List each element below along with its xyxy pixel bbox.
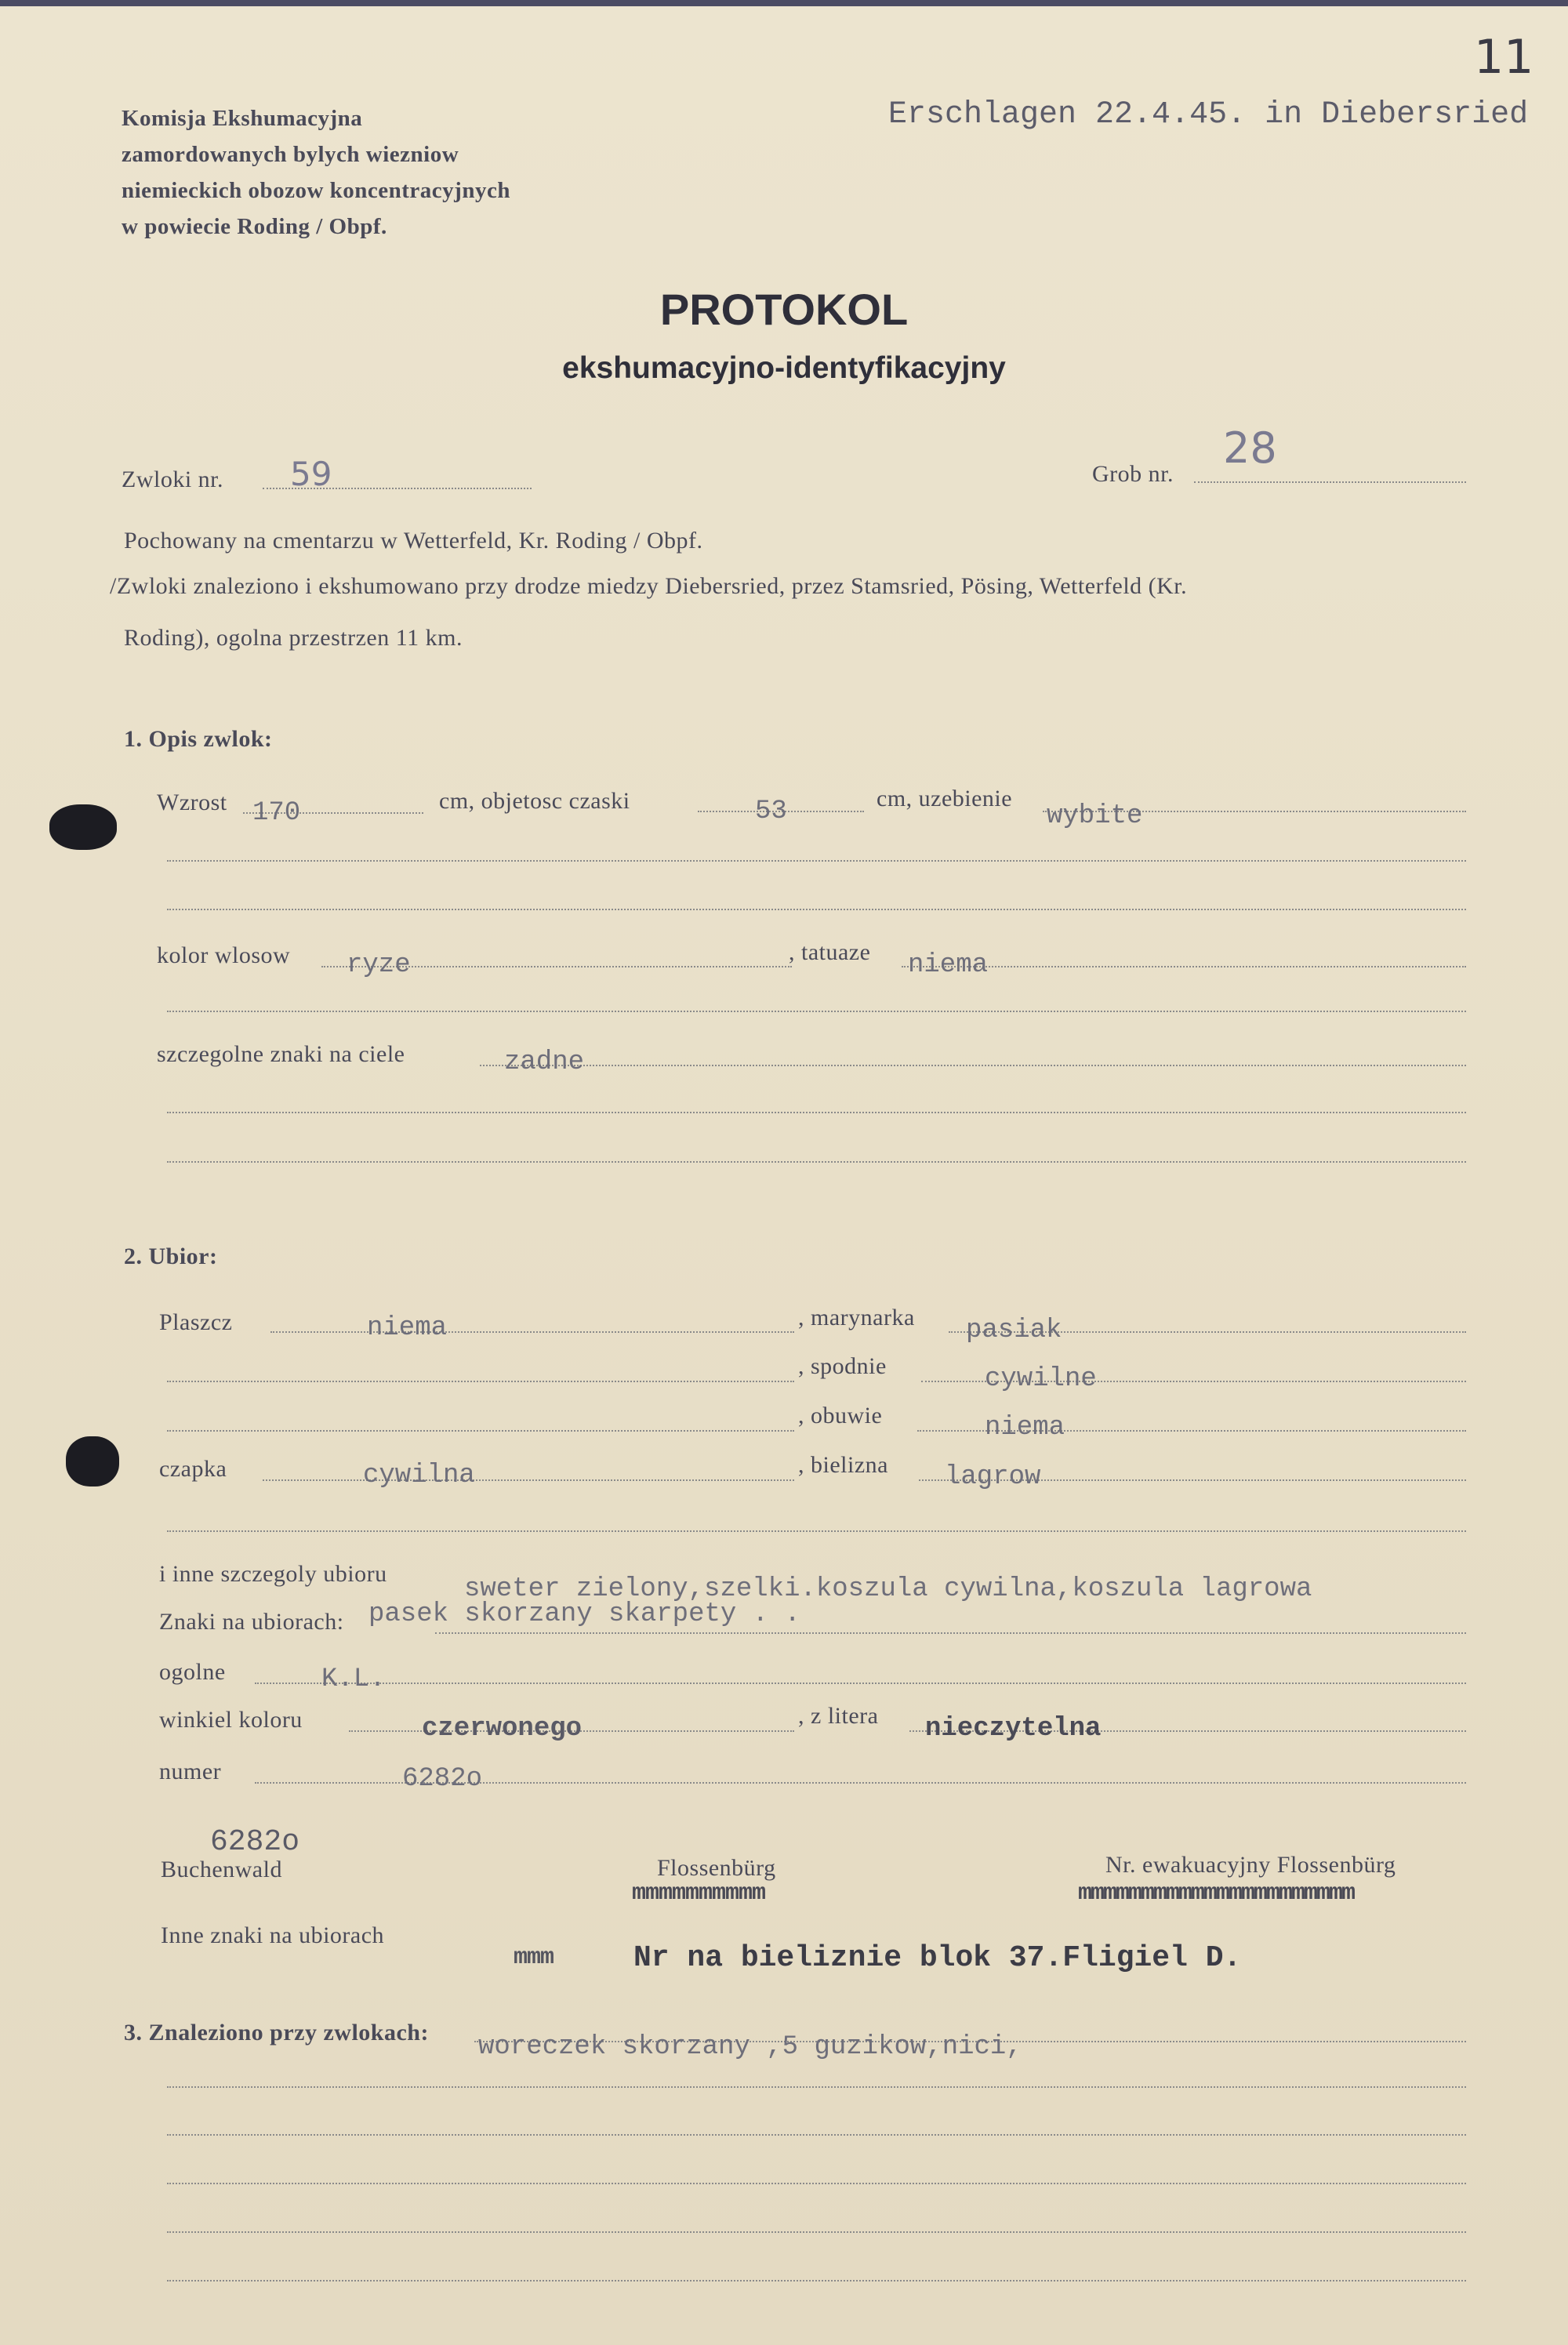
section-3-number: 3.: [124, 2020, 143, 2046]
description-line-5: [167, 1011, 1466, 1012]
hair-value: ryze: [347, 950, 411, 980]
corpse-number-label: Zwloki nr.: [122, 466, 223, 492]
cap-label: czapka: [159, 1456, 227, 1482]
skull-value: 53: [755, 797, 787, 826]
found-items-line-5: [167, 2231, 1466, 2233]
found-items-value: woreczek skorzany ,5 guzikow,nici,: [478, 2032, 1022, 2062]
document-title: PROTOKOL: [659, 285, 909, 334]
punch-hole-bottom: [66, 1436, 119, 1486]
marks-label: szczegolne znaki na ciele: [157, 1041, 405, 1067]
coat-label: Plaszcz: [159, 1309, 233, 1335]
underwear-value: lagrow: [945, 1462, 1041, 1492]
punch-hole-top: [49, 804, 117, 850]
commission-header: [122, 100, 510, 245]
height-value: 170: [252, 798, 301, 828]
section-2-heading: [124, 1243, 218, 1270]
letter-label: , z litera: [798, 1703, 879, 1729]
typed-header-note: Erschlagen 22.4.45. in Diebersried: [888, 97, 1529, 132]
description-line-2: [167, 860, 1466, 862]
letter-value: nieczytelna: [925, 1714, 1102, 1744]
description-line-7: [167, 1112, 1466, 1113]
tattoo-value: niema: [908, 950, 989, 980]
found-text-line-2: Roding), ogolna przestrzen 11 km.: [124, 625, 463, 651]
other-clothing-value-2: pasek skorzany skarpety . .: [368, 1599, 800, 1629]
section-1-number: 1.: [124, 726, 143, 752]
cap-line: [263, 1479, 794, 1481]
coat-value: niema: [367, 1313, 448, 1343]
document-subtitle: ekshumacyjno-identyfikacyjny: [562, 351, 1006, 385]
general-marks-line: [255, 1683, 1466, 1684]
other-marks-label: Inne znaki na ubiorach: [161, 1922, 385, 1948]
general-marks-label: ogolne: [159, 1659, 226, 1685]
section-2-title: Ubior:: [148, 1243, 218, 1269]
flossenburg-label: Flossenbürg: [657, 1855, 776, 1881]
shoes-label: , obuwie: [798, 1403, 883, 1428]
teeth-label: cm, uzebienie: [877, 786, 1013, 811]
found-items-line-4: [167, 2183, 1466, 2184]
section-3-title: Znaleziono przy zwlokach:: [148, 2020, 429, 2046]
description-line-8: [167, 1161, 1466, 1163]
other-clothing-label: i inne szczegoly ubioru: [159, 1561, 387, 1587]
evacuation-number-label: Nr. ewakuacyjny Flossenbürg: [1105, 1852, 1396, 1878]
burial-text: Pochowany na cmentarzu w Wetterfeld, Kr. Roding / Obpf.: [124, 528, 703, 554]
found-items-line-2: [167, 2086, 1466, 2088]
number-label: numer: [159, 1759, 222, 1784]
hair-label: kolor wlosow: [157, 942, 291, 968]
clothing-line-3: [167, 1430, 794, 1432]
section-1-title: Opis zwlok:: [148, 726, 273, 752]
other-marks-value: Nr na bieliznie blok 37.Fligiel D.: [633, 1941, 1242, 1975]
flossenburg-value: mmmmmmmmmm: [632, 1880, 766, 1907]
other-marks-prefix: mmm: [514, 1944, 554, 1971]
commission-line-2: zamordowanych bylych wiezniow: [122, 142, 459, 167]
skull-label: cm, objetosc czaski: [439, 788, 630, 814]
coat-line: [270, 1331, 794, 1333]
marks-line: [480, 1065, 1466, 1066]
grave-number-line: [1194, 481, 1466, 483]
found-items-line-6: [167, 2280, 1466, 2281]
shoes-value: niema: [985, 1413, 1065, 1443]
evacuation-number-value: mmmmmmmmmmmmmmmmmmmmmm: [1078, 1880, 1355, 1907]
buchenwald-number-value: 6282o: [210, 1825, 300, 1859]
tattoo-label: , tatuaze: [789, 939, 871, 965]
commission-line-4: w powiecie Roding / Obpf.: [122, 214, 387, 239]
corpse-number-value: 59: [290, 455, 332, 493]
scan-edge: [0, 0, 1568, 6]
general-marks-value: K.L.: [321, 1664, 386, 1694]
clothing-line-5: [167, 1530, 1466, 1532]
cap-value: cywilna: [363, 1461, 475, 1490]
clothing-marks-line: [435, 1632, 1466, 1634]
found-text-line-1: /Zwloki znaleziono i ekshumowano przy drodze miedzy Diebersried, przez Stamsried, Pösing, Wetterfeld (Kr.: [110, 573, 1188, 599]
number-value: 6282o: [402, 1764, 483, 1794]
buchenwald-label: Buchenwald: [161, 1857, 282, 1882]
commission-line-3: niemieckich obozow koncentracyjnych: [122, 178, 510, 203]
clothing-marks-label: Znaki na ubiorach:: [159, 1609, 344, 1635]
section-1-heading: [124, 726, 273, 753]
page-number: 11: [1474, 30, 1534, 85]
underwear-label: , bielizna: [798, 1452, 888, 1478]
jacket-value: pasiak: [966, 1316, 1062, 1345]
marks-value: zadne: [504, 1047, 585, 1077]
height-label: Wzrost: [157, 790, 227, 815]
trousers-value: cywilne: [985, 1364, 1097, 1394]
jacket-label: , marynarka: [798, 1305, 915, 1330]
section-3-heading: [124, 2020, 429, 2046]
trousers-label: , spodnie: [798, 1353, 887, 1379]
commission-line-1: Komisja Ekshumacyjna: [122, 106, 363, 131]
triangle-color-label: winkiel koloru: [159, 1707, 303, 1733]
found-items-line-3: [167, 2134, 1466, 2136]
clothing-line-2: [167, 1381, 794, 1382]
other-clothing-value-1: sweter zielony,szelki.koszula cywilna,koszula lagrowa: [464, 1574, 1312, 1604]
teeth-value: wybite: [1047, 801, 1143, 831]
description-line-3: [167, 909, 1466, 910]
section-2-number: 2.: [124, 1243, 143, 1269]
triangle-color-value: czerwonego: [422, 1714, 583, 1744]
grave-number-value: 28: [1223, 423, 1277, 473]
grave-number-label: Grob nr.: [1092, 461, 1174, 487]
